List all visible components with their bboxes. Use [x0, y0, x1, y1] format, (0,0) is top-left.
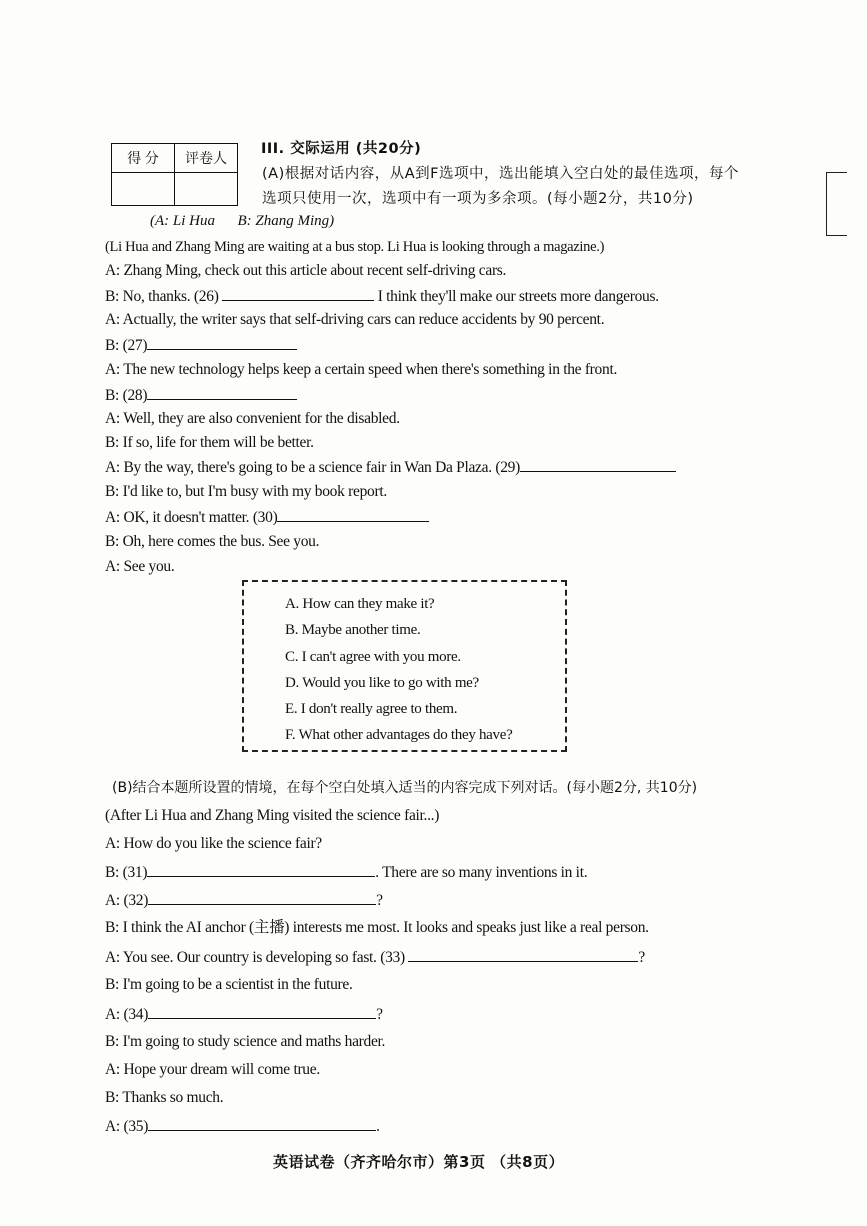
option-b: B. Maybe another time. — [285, 622, 421, 638]
dialogue-b-line: B: I think the AI anchor (主播) interests me most. It looks and speaks just like a real person. — [105, 919, 649, 936]
part-b-instruction: (B)结合本题所设置的情境，在每个空白处填入适当的内容完成下列对话。(每小题2分, 共10分) — [112, 780, 698, 796]
options-box — [242, 580, 567, 752]
dialogue-b-line: A: You see. Our country is developing so fast. (33) ? — [105, 949, 646, 966]
option-f: F. What other advantages do they have? — [285, 727, 513, 743]
dialogue-a-line: A: Well, they are also convenient for the disabled. — [105, 410, 400, 427]
score-table — [111, 143, 238, 206]
part-a-instruction-1: (A)根据对话内容，从A到F选项中，选出能填入空白处的最佳选项，每个 — [262, 166, 739, 182]
dialogue-a-line: B: I'd like to, but I'm busy with my book report. — [105, 483, 387, 500]
dialogue-b-line: B: I'm going to study science and maths harder. — [105, 1033, 386, 1050]
answer-blank-35[interactable] — [148, 1116, 376, 1131]
answer-blank-33[interactable] — [408, 947, 638, 962]
dialogue-b-line: A: (34) ? — [105, 1006, 383, 1023]
answer-blank-28[interactable] — [147, 385, 297, 400]
scene-a: (Li Hua and Zhang Ming are waiting at a bus stop. Li Hua is looking through a magazine.) — [105, 239, 605, 255]
dialogue-a-line: A: The new technology helps keep a certain speed when there's something in the front. — [105, 361, 618, 378]
binding-bracket-mark — [826, 172, 847, 236]
dialogue-b-line: B: Thanks so much. — [105, 1089, 224, 1106]
dialogue-a-line: B: Oh, here comes the bus. See you. — [105, 533, 320, 550]
dialogue-b-line: B: (31) . There are so many inventions in it. — [105, 864, 588, 881]
dialogue-a-line: A: See you. — [105, 558, 175, 575]
option-a: A. How can they make it? — [285, 596, 435, 612]
dialogue-a-line: B: No, thanks. (26) I think they'll make our streets more dangerous. — [105, 288, 659, 305]
dialogue-b-line: B: I'm going to be a scientist in the future. — [105, 976, 353, 993]
dialogue-b-line: A: (35) . — [105, 1118, 380, 1135]
answer-blank-29[interactable] — [520, 457, 676, 472]
option-c: C. I can't agree with you more. — [285, 649, 461, 665]
dialogue-a-line: A: OK, it doesn't matter. (30) — [105, 507, 429, 528]
dialogue-b-line: A: (32) ? — [105, 892, 383, 909]
answer-blank-34[interactable] — [148, 1004, 376, 1019]
dialogue-a-line: A: By the way, there's going to be a science fair in Wan Da Plaza. (29) — [105, 457, 676, 478]
dialogue-b-line: A: Hope your dream will come true. — [105, 1061, 320, 1078]
roles-line: (A: Li Hua B: Zhang Ming) — [150, 213, 335, 229]
answer-blank-26[interactable] — [222, 286, 374, 301]
reviewer-header: 评卷人 — [175, 144, 238, 173]
option-e: E. I don't really agree to them. — [285, 701, 458, 717]
option-d: D. Would you like to go with me? — [285, 675, 479, 691]
dialogue-a-line: A: Zhang Ming, check out this article about recent self-driving cars. — [105, 262, 507, 279]
score-header: 得 分 — [112, 144, 175, 173]
reviewer-cell[interactable] — [175, 173, 238, 206]
section-title: III. 交际运用 (共20分) — [261, 141, 422, 157]
dialogue-a-line: A: Actually, the writer says that self-driving cars can reduce accidents by 90 percent. — [105, 311, 605, 328]
answer-blank-30[interactable] — [277, 507, 429, 522]
part-a-instruction-2: 选项只使用一次，选项中有一项为多余项。(每小题2分，共10分) — [262, 191, 694, 207]
answer-blank-31[interactable] — [147, 862, 375, 877]
answer-blank-27[interactable] — [147, 335, 297, 350]
scene-b: (After Li Hua and Zhang Ming visited the science fair...) — [105, 807, 440, 824]
score-cell[interactable] — [112, 173, 175, 206]
dialogue-a-line: B: (28) — [105, 385, 297, 406]
dialogue-b-line: A: How do you like the science fair? — [105, 835, 322, 852]
answer-blank-32[interactable] — [148, 890, 376, 905]
dialogue-a-line: B: (27) — [105, 335, 297, 356]
dialogue-a-line: B: If so, life for them will be better. — [105, 434, 314, 451]
page-footer: 英语试卷（齐齐哈尔市）第3页 （共8页） — [273, 1153, 565, 1171]
